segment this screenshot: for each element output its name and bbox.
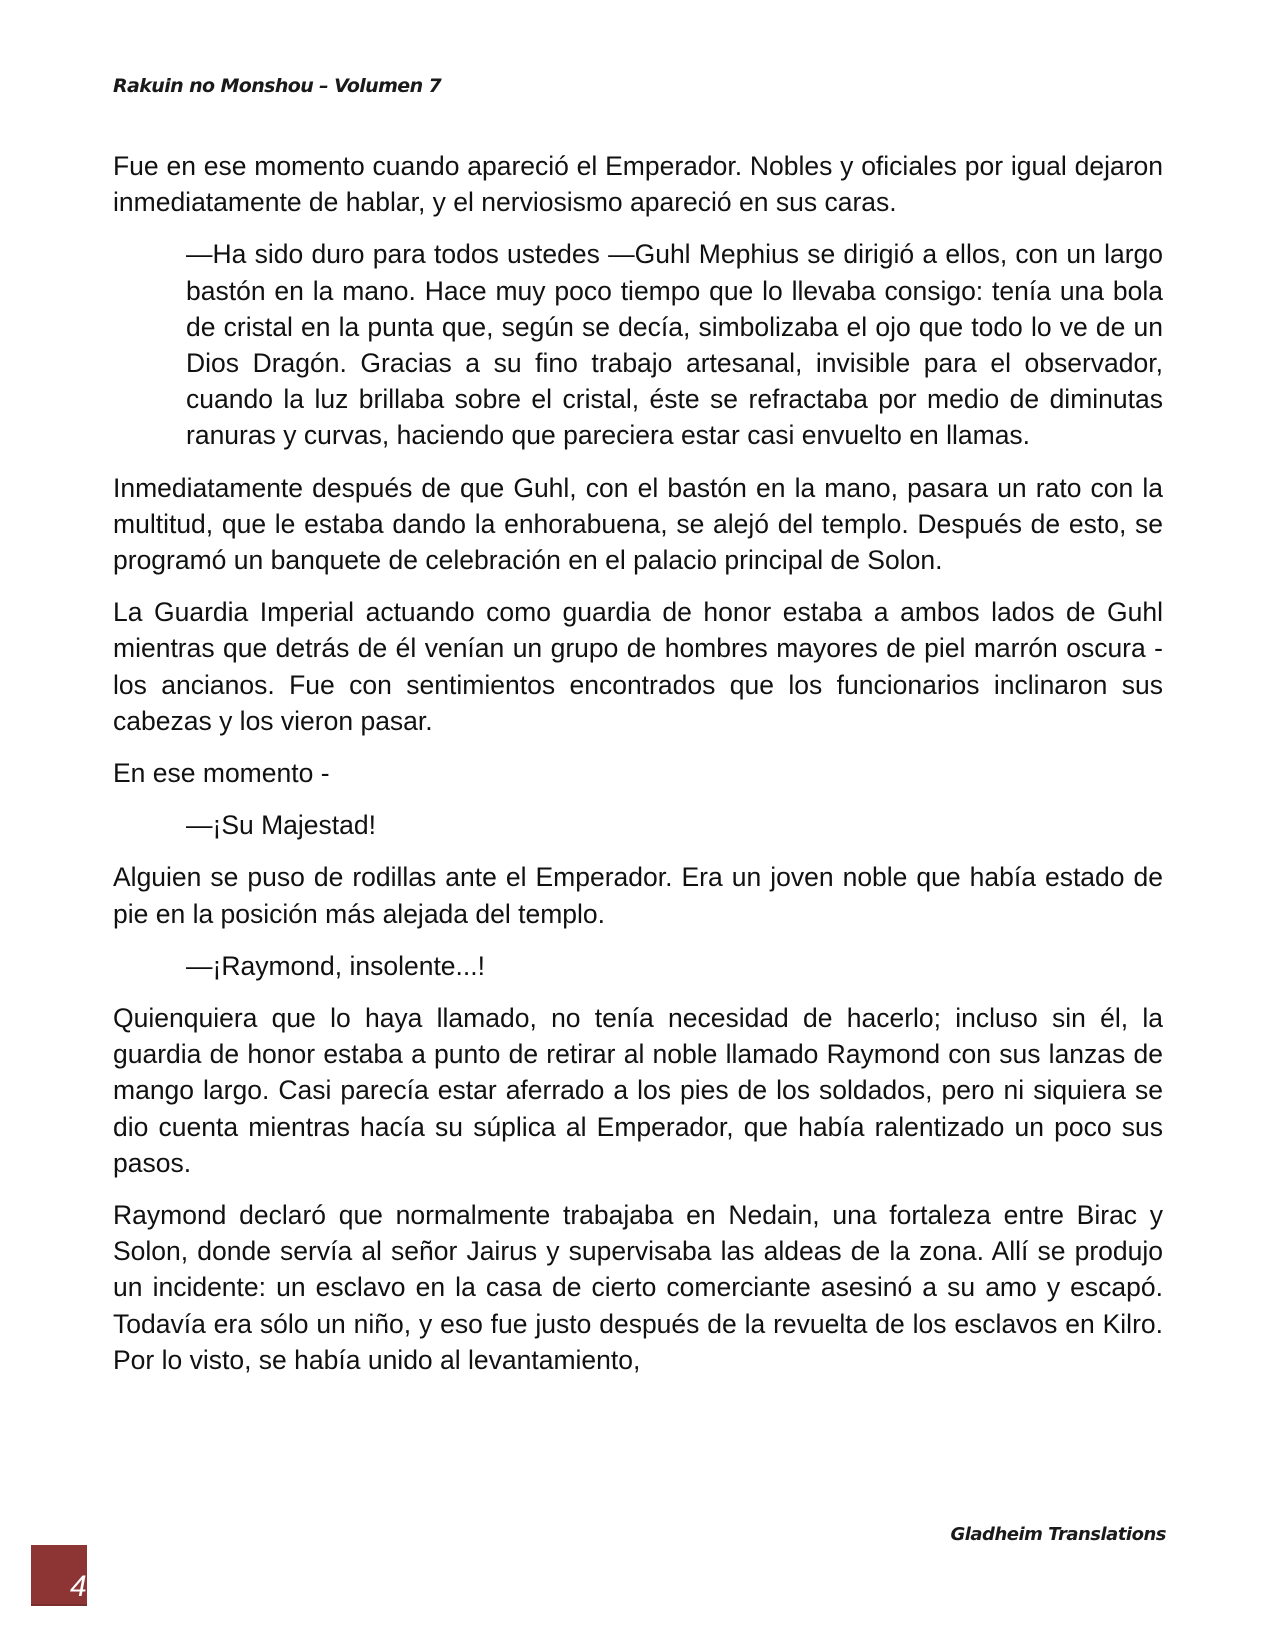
paragraph-9: Quienquiera que lo haya llamado, no tenía necesidad de hacerlo; incluso sin él, la guardia de honor estaba a punto de retirar al noble llamado Raymond con sus lanzas de mango largo. Casi parecía estar aferrado a los pies de los soldados, pero ni siquiera se dio cuenta mientras hacía su súplica al Emperador, que había ralentizado un poco sus pasos. [113,1003,1163,1178]
dialogue-paragraph-6: —¡Su Majestad! [186,810,376,841]
page-number-underline [31,1604,87,1606]
dialogue-paragraph-2: —Ha sido duro para todos ustedes —Guhl Mephius se dirigió a ellos, con un largo bastón en la mano. Hace muy poco tiempo que lo llevaba consigo: tenía una bola de cristal en la punta que, según se decía, simbolizaba el ojo que todo lo ve de un Dios Dragón. Gracias a su fino trabajo artesanal, invisible para el observador, cuando la luz brillaba sobre el cristal, éste se refractaba por medio de diminutas ranuras y curvas, haciendo que pareciera estar casi envuelto en llamas. [186,239,1163,451]
paragraph-5: En ese momento - [113,758,330,789]
paragraph-3: Inmediatamente después de que Guhl, con el bastón en la mano, pasara un rato con la multitud, que le estaba dando la enhorabuena, se alejó del templo. Después de esto, se programó un banquete de celebración en el palacio principal de Solon. [113,472,1163,576]
dialogue-paragraph-8: —¡Raymond, insolente...! [186,950,485,981]
footer-brand: Gladheim Translations [950,1524,1166,1545]
running-header-title: Rakuin no Monshou – Volumen 7 [113,75,442,97]
paragraph-7: Alguien se puso de rodillas ante el Emperador. Era un joven noble que había estado de pie en la posición más alejada del templo. [113,862,1163,929]
paragraph-1: Fue en ese momento cuando apareció el Emperador. Nobles y oficiales por igual dejaron inmediatamente de hablar, y el nerviosismo apareció en sus caras. [113,151,1163,218]
paragraph-10: Raymond declaró que normalmente trabajaba en Nedain, una fortaleza entre Birac y Solon, donde servía al señor Jairus y supervisaba las aldeas de la zona. Allí se produjo un incidente: un esclavo en la casa de cierto comerciante asesinó a su amo y escapó. Todavía era sólo un niño, y eso fue justo después de la revuelta de los esclavos en Kilro. Por lo visto, se había unido al levantamiento, [113,1200,1163,1375]
page-body [113,148,1163,1394]
paragraph-4: La Guardia Imperial actuando como guardia de honor estaba a ambos lados de Guhl mientras que detrás de él venían un grupo de hombres mayores de piel marrón oscura - los ancianos. Fue con sentimientos encontrados que los funcionarios inclinaron sus cabezas y los vieron pasar. [113,597,1163,736]
page-number: 4 [70,1570,87,1603]
